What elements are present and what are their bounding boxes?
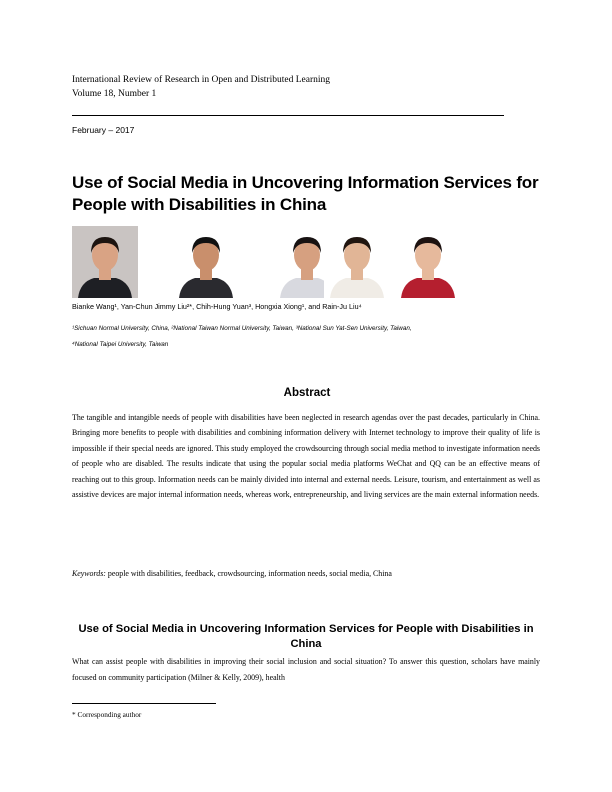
author-list: Bianke Wang¹, Yan-Chun Jimmy Liu²*, Chih-Hung Yuan³, Hongxia Xiong¹, and Rain-Ju Liu⁴: [72, 302, 362, 311]
header-rule: [72, 115, 504, 116]
author-photo-4: [324, 226, 390, 298]
section-heading: Use of Social Media in Uncovering Information Services for People with Disabilities in China: [78, 623, 534, 650]
affiliations: [72, 321, 542, 353]
keywords-label: Keywords:: [72, 569, 106, 578]
author-photo-5: [395, 226, 461, 298]
author-photo-2: [173, 226, 239, 298]
author-photo-5-image: [395, 226, 461, 298]
publication-date: February – 2017: [72, 125, 135, 135]
journal-name: International Review of Research in Open and Distributed Learning: [72, 75, 330, 85]
author-photo-2-image: [173, 226, 239, 298]
journal-header: [72, 73, 330, 101]
journal-volume: Volume 18, Number 1: [72, 89, 157, 99]
author-photo-1-image: [72, 226, 138, 298]
author-photo-4-image: [324, 226, 390, 298]
author-photo-1: [72, 226, 138, 298]
affiliation-line-1: ¹Sichuan Normal University, China, ²National Taiwan Normal University, Taiwan, ³National Sun Yat-Sen University, Taiwan,: [72, 325, 412, 332]
keywords-text: people with disabilities, feedback, crowdsourcing, information needs, social media, China: [105, 569, 392, 578]
affiliation-line-2: ⁴National Taipei University, Taiwan: [72, 341, 169, 348]
abstract-heading: Abstract: [283, 387, 331, 399]
abstract-text: The tangible and intangible needs of people with disabilities have been neglected in research agendas over the past decades, particularly in China. Bringing more benefits to people with disabilities and combining information delivery with Internet technology to improve their quality of life is impossible if their special needs are ignored. This study employed the crowdsourcing through social media method to investigate information needs of people who are disabled. The results indicate that using the popular social media platforms WeChat and QQ can be an effective means of reaching out to this group. Information needs can be mainly divided into internal and external needs. Leisure, tourism, and entertainment as well as assistive devices are major internal information needs, whereas work, entrepreneurship, and living services are the main external information needs.: [72, 413, 540, 500]
author-photos: [72, 226, 542, 298]
keywords: [72, 568, 540, 580]
body-text: What can assist people with disabilities in improving their social inclusion and social situation? To answer this question, scholars have mainly focused on community participation (Milner & Kelly, 2009), health: [72, 657, 540, 683]
footnote-rule: [72, 703, 216, 704]
paper-title: Use of Social Media in Uncovering Information Services for People with Disabilities in China: [72, 173, 539, 214]
footnote: * Corresponding author: [72, 710, 142, 719]
